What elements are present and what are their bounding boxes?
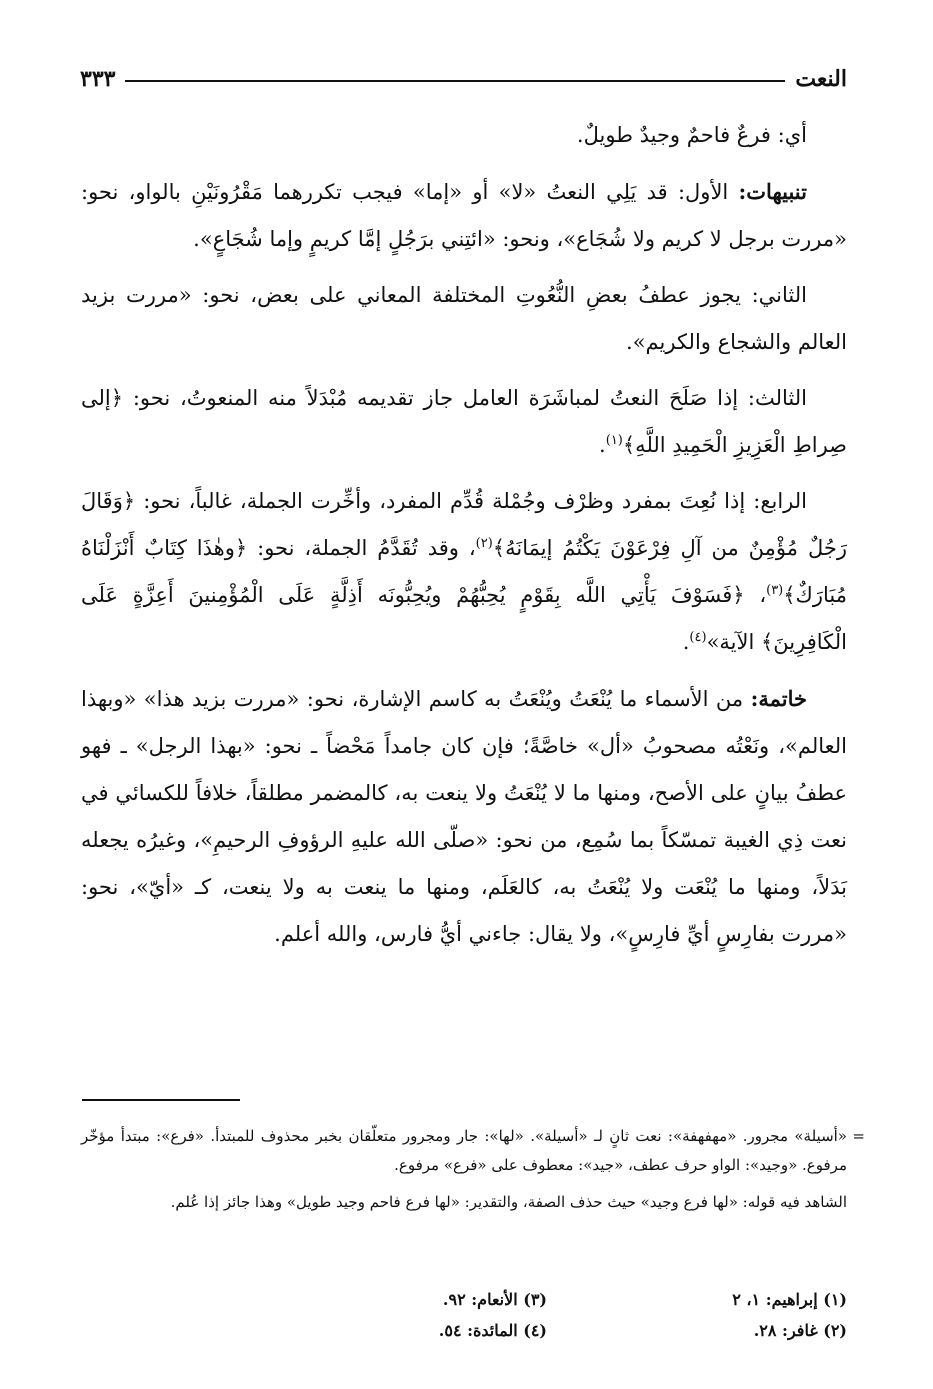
refs-row-2 — [81, 1315, 847, 1346]
fourth-text-c: ، ﴿فَسَوْفَ يَأْتِي اللَّه بِقَوْمٍ يُحِبُّهُمْ ويُحِبُّونَه أَذِلَّةٍ عَلَى الْمُؤْمِنينَ أَعِزَّةٍ عَلَى الْكَافِرِينَ﴾ الآية» — [81, 583, 847, 654]
page-number: ٣٣٣ — [80, 66, 116, 92]
paragraph-khatima — [81, 675, 847, 958]
fourth-end: . — [682, 630, 690, 654]
tanbihat-label: تنبيهات: — [738, 179, 807, 204]
refs-row-1 — [81, 1284, 847, 1315]
fourth-text-a: الرابع: إذا نُعِتَ بمفرد وظرْف وجُمْلة قُدِّم المفرد، وأخِّرت الجملة، غالباً، نحو: ﴿وَقَالَ رَجُلٌ مُؤْمِنٌ من آلِ فِرْعَوْنَ يَكْتُمُ إيمَانَهُ﴾ — [81, 489, 847, 560]
chapter-title: النعت — [795, 66, 847, 92]
ref-4: (٤) المائدة: ٥٤. — [438, 1321, 547, 1340]
main-text — [81, 112, 847, 967]
fourth-text-b: ، وقد تُقَدَّمُ الجملة، نحو: ﴿وهٰذَا كِتَابٌ أَنْزَلْنَاهُ مُبَارَكٌ﴾ — [81, 536, 847, 607]
paragraph-second: الثاني: يجوز عطفُ بعضِ النُّعُوتِ المختلفة المعاني على بعض، نحو: «مررت بزيد العالم والشجاع والكريم». — [81, 283, 847, 354]
footnote-ref-1[interactable]: (١) — [605, 433, 623, 448]
footnote-ref-2[interactable]: (٢) — [475, 536, 493, 551]
continuation-mark: = — [852, 1127, 865, 1145]
ref-3: (٣) الأنعام: ٩٢. — [442, 1290, 547, 1309]
paragraph-third — [81, 375, 847, 469]
footnote-ref-4[interactable]: (٤) — [689, 630, 707, 645]
khatima-text: من الأسماء ما يُنْعَتُ ويُنْعَتُ به كاسم الإشارة، نحو: «مررت بزيد هذا» «وبهذا العالم»، ونَعْتُه مصحوبُ «أل» خاصَّةً؛ فإن كان جامداً مَحْضاً ـ نحو: «بهذا الرجل» ـ فهو عطفُ بيانٍ على الأصح، ومنها ما لا يُنْعَتُ ولا ينعت به، كالمضمر مطلقاً، خلافاً للكسائي في نعت ذِي الغيبة تمسّكاً بما سُمِع، من نحو: «صلّى الله عليهِ الرؤوفِ الرحيمِ»، وغيرُه يجعله بَدَلاً، ومنها ما يُنْعَت ولا يُنْعَتُ به، كالعَلَم، ومنها ما ينعت به ولا ينعت، كـ «أيّ»، نحو: «مررت بفارِسٍ أيِّ فارِسٍ»، ولا يقال: جاءني أيُّ فارس، والله أعلم. — [81, 687, 847, 946]
footnote-separator — [82, 1099, 240, 1101]
tanbihat-text: الأول: قد يَلِي النعتُ «لا» أو «إما» فيجب تكررهما مَقْرُونَيْنِ بالواو، نحو: «مررت برجل لا كريم ولا شُجَاع»، ونحو: «ائتِني برَجُلٍ إمَّا كريمٍ وإما شُجَاعٍ». — [81, 180, 847, 251]
footnotes — [81, 1122, 865, 1225]
footnote-parsing: «أسيلة» مجرور. «مهفهفة»: نعت ثانٍ لـ «أسيلة». «لها»: جار ومجرور متعلّقان بخبر محذوف للمبتدأ. «فرع»: مبتدأ مؤخّر مرفوع. «وجيد»: الواو حرف عطف، «جيد»: معطوف على «فرع» مرفوع. — [81, 1127, 847, 1174]
footnote-shahid: الشاهد فيه قوله: «لها فرع وجيد» حيث حذف الصفة، والتقدير: «لها فرع فاحم وجيد طويل» وهذا جائز إذا عُلم. — [170, 1193, 847, 1211]
footnote-references — [81, 1284, 847, 1346]
third-end: . — [599, 433, 606, 457]
third-text: الثالث: إذا صَلَحَ النعتُ لمباشَرَة العامل جاز تقديمه مُبْدَلاً منه المنعوتُ، نحو: ﴿إلى صِراطِ الْعَزِيزِ الْحَمِيدِ اللَّهِ﴾ — [81, 386, 847, 457]
footnote-ref-3[interactable]: (٣) — [766, 583, 784, 598]
paragraph-fourth — [81, 478, 847, 666]
paragraph-tanbihat — [81, 168, 847, 263]
ref-2: (٢) غافر: ٢٨. — [753, 1321, 847, 1340]
khatima-label: خاتمة: — [750, 686, 807, 711]
paragraph-1: أي: فرعٌ فاحمٌ وجيدٌ طويلٌ. — [576, 123, 807, 147]
running-header — [80, 62, 847, 96]
ref-1: (١) إبراهيم: ١، ٢ — [732, 1290, 847, 1309]
header-rule — [125, 80, 785, 82]
